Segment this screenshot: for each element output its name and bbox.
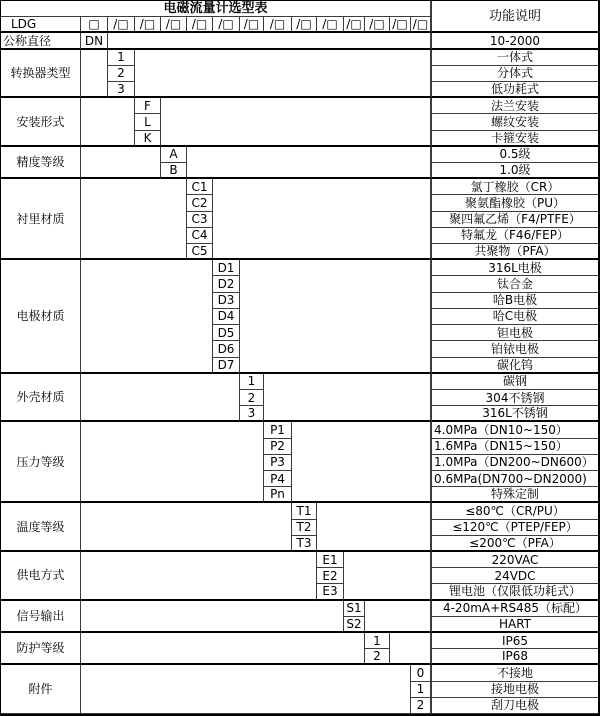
desc-cell: 24VDC (431, 568, 598, 584)
code-cell: F (135, 98, 161, 114)
empty-span (213, 179, 431, 260)
code-cell: C1 (187, 179, 213, 195)
model-slot-cell: /□ (108, 17, 135, 33)
desc-cell: 钽电极 (431, 325, 598, 341)
desc-cell: 碳化钨 (431, 358, 598, 374)
model-box-cell: □ (81, 17, 108, 33)
desc-cell: 220VAC (431, 552, 598, 568)
code-cell: D7 (213, 358, 240, 374)
desc-cell: 钛合金 (431, 276, 598, 292)
empty-span (81, 665, 411, 714)
desc-cell: HART (431, 617, 598, 633)
desc-cell: 304不锈钢 (431, 390, 598, 406)
model-prefix-label: LDG (1, 17, 81, 33)
desc-cell: 聚氨酯橡胶（PU） (431, 195, 598, 211)
empty-span (344, 552, 431, 601)
code-cell: 2 (108, 66, 135, 82)
code-cell: 2 (240, 390, 264, 406)
model-slot-cell: /□ (240, 17, 264, 33)
category-label-pressure: 压力等级 (1, 422, 81, 503)
desc-cell: 锂电池（仅限低功耗式） (431, 584, 598, 600)
empty-span (390, 633, 431, 665)
desc-cell: 哈B电极 (431, 293, 598, 309)
code-cell: C2 (187, 195, 213, 211)
empty-span (365, 601, 431, 633)
empty-span (264, 374, 431, 423)
code-cell: L (135, 114, 161, 130)
model-slot-cell: /□ (135, 17, 161, 33)
code-cell: D1 (213, 260, 240, 276)
empty-span (81, 374, 240, 423)
category-label-converter-type: 转换器类型 (1, 50, 81, 99)
model-slot-cell: /□ (317, 17, 344, 33)
desc-cell: 一体式 (431, 50, 598, 66)
desc-cell: 316L不锈钢 (431, 406, 598, 422)
code-cell: C4 (187, 228, 213, 244)
empty-span (135, 50, 431, 99)
empty-span (81, 601, 344, 633)
code-cell: D5 (213, 325, 240, 341)
code-cell: T2 (292, 520, 317, 536)
desc-cell: 共聚物（PFA） (431, 244, 598, 260)
desc-cell: IP68 (431, 649, 598, 665)
model-slot-cell: /□ (292, 17, 317, 33)
desc-cell: 卡箍安装 (431, 131, 598, 147)
code-cell: E3 (317, 584, 344, 600)
category-label-temperature: 温度等级 (1, 503, 81, 552)
category-label-power-supply: 供电方式 (1, 552, 81, 601)
desc-cell: ≤120℃（PTEP/FEP） (431, 520, 598, 536)
desc-cell: 4-20mA+RS485（标配） (431, 601, 598, 617)
code-cell: 1 (365, 633, 390, 649)
category-label-accuracy: 精度等级 (1, 147, 81, 179)
desc-cell: 刮刀电极 (431, 698, 598, 714)
code-cell: P3 (264, 455, 292, 471)
function-column-header: 功能说明 (431, 1, 598, 33)
code-cell-dn: DN (81, 33, 108, 49)
code-cell: K (135, 131, 161, 147)
empty-span (81, 50, 108, 99)
code-cell: A (161, 147, 187, 163)
empty-span (81, 503, 292, 552)
code-cell: P1 (264, 422, 292, 438)
code-cell: C3 (187, 212, 213, 228)
code-cell: 1 (108, 50, 135, 66)
desc-cell: 0.6MPa(DN700~DN2000) (431, 471, 598, 487)
code-cell: S2 (344, 617, 365, 633)
model-slot-cell: /□ (411, 17, 431, 33)
empty-span (81, 98, 135, 147)
model-slot-cell: /□ (344, 17, 365, 33)
code-cell: T1 (292, 503, 317, 519)
category-label-protection: 防护等级 (1, 633, 81, 665)
code-cell: E2 (317, 568, 344, 584)
code-cell: 0 (411, 665, 431, 681)
model-slot-cell: /□ (264, 17, 292, 33)
model-slot-cell: /□ (390, 17, 411, 33)
empty-span (81, 422, 264, 503)
category-label-electrode: 电极材质 (1, 260, 81, 373)
desc-cell: 螺纹安装 (431, 114, 598, 130)
desc-cell: 1.0MPa（DN200~DN600） (431, 455, 598, 471)
desc-cell: 316L电极 (431, 260, 598, 276)
model-slot-cell: /□ (365, 17, 390, 33)
code-cell: D3 (213, 293, 240, 309)
code-cell: P4 (264, 471, 292, 487)
category-label-accessories: 附件 (1, 665, 81, 714)
table-title: 电磁流量计选型表 (1, 1, 431, 17)
empty-span (108, 33, 431, 49)
category-label-diameter: 公称直径 (1, 33, 81, 49)
code-cell: 1 (411, 682, 431, 698)
desc-cell: 碳钢 (431, 374, 598, 390)
desc-cell: 特氟龙（F46/FEP） (431, 228, 598, 244)
desc-cell: 10-2000 (431, 33, 598, 49)
desc-cell: ≤200℃（PFA） (431, 536, 598, 552)
desc-cell: 低功耗式 (431, 82, 598, 98)
empty-span (317, 503, 431, 552)
desc-cell: IP65 (431, 633, 598, 649)
category-label-mounting: 安装形式 (1, 98, 81, 147)
code-cell: B (161, 163, 187, 179)
empty-span (187, 147, 431, 179)
code-cell: D4 (213, 309, 240, 325)
code-cell: D2 (213, 276, 240, 292)
empty-span (161, 98, 431, 147)
desc-cell: 氯丁橡胶（CR） (431, 179, 598, 195)
code-cell: P2 (264, 439, 292, 455)
empty-span (292, 422, 431, 503)
empty-span (81, 179, 187, 260)
desc-cell: 1.6MPa（DN15~150） (431, 439, 598, 455)
empty-span (81, 147, 161, 179)
desc-cell: 0.5级 (431, 147, 598, 163)
category-label-lining: 衬里材质 (1, 179, 81, 260)
empty-span (81, 633, 365, 665)
desc-cell: 4.0MPa（DN10~150） (431, 422, 598, 438)
model-slot-cell: /□ (187, 17, 213, 33)
desc-cell: 分体式 (431, 66, 598, 82)
desc-cell: 哈C电极 (431, 309, 598, 325)
code-cell: 1 (240, 374, 264, 390)
desc-cell: 接地电极 (431, 682, 598, 698)
code-cell: C5 (187, 244, 213, 260)
code-cell: 3 (240, 406, 264, 422)
code-cell: D6 (213, 341, 240, 357)
desc-cell: 法兰安装 (431, 98, 598, 114)
code-cell: 2 (411, 698, 431, 714)
model-slot-cell: /□ (161, 17, 187, 33)
desc-cell: 不接地 (431, 665, 598, 681)
code-cell: E1 (317, 552, 344, 568)
code-cell: Pn (264, 487, 292, 503)
empty-span (240, 260, 431, 373)
code-cell: 2 (365, 649, 390, 665)
desc-cell: ≤80℃（CR/PU） (431, 503, 598, 519)
desc-cell: 铂铱电极 (431, 341, 598, 357)
empty-span (81, 552, 317, 601)
code-cell: S1 (344, 601, 365, 617)
code-cell: 3 (108, 82, 135, 98)
desc-cell: 1.0级 (431, 163, 598, 179)
desc-cell: 聚四氟乙烯（F4/PTFE） (431, 212, 598, 228)
desc-cell: 特殊定制 (431, 487, 598, 503)
code-cell: T3 (292, 536, 317, 552)
category-label-housing: 外壳材质 (1, 374, 81, 423)
category-label-signal-output: 信号输出 (1, 601, 81, 633)
model-slot-cell: /□ (213, 17, 240, 33)
empty-span (81, 260, 213, 373)
